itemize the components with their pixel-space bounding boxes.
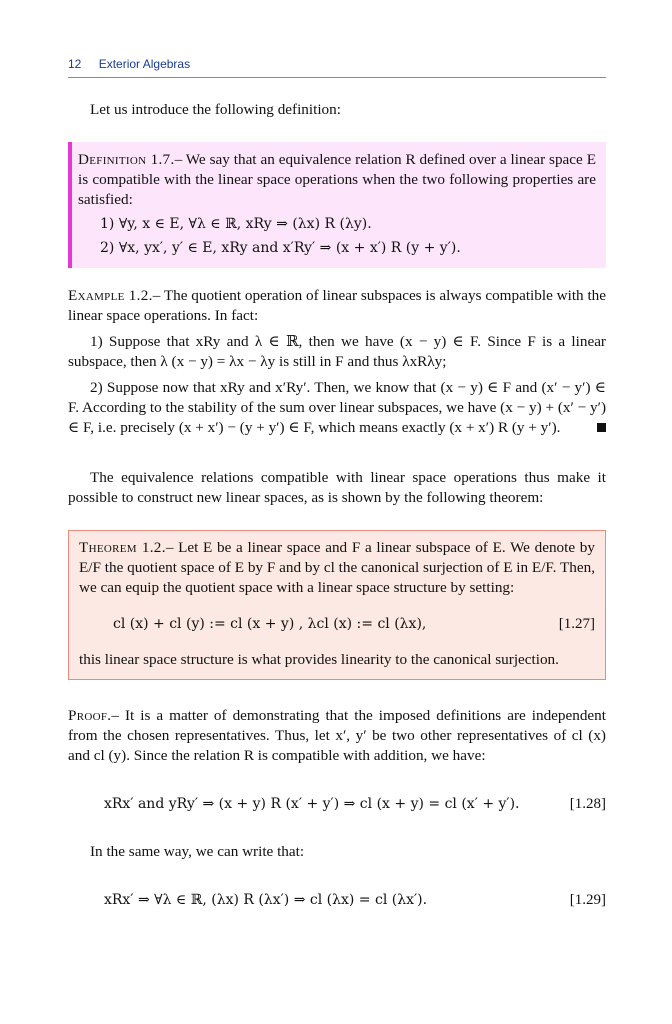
example-paragraph — [68, 286, 606, 326]
equation-1-29-body: xRx′ ⇒ ∀λ ∈ ℝ, (λx) R (λx′) ⇒ cl (λx) = cl (λx′). — [104, 892, 428, 908]
definition-text: – We say that an equivalence relation R defined over a linear space E is compatible with the linear space operations when the two following properties are satisfied: — [78, 151, 596, 208]
example-point-2-text: 2) Suppose now that xRy and x′Ry′. Then, we know that (x − y) ∈ F and (x′ − y′) ∈ F. According to the stability of the sum over linear subspaces, we have (x − y) + (x′ − y′) ∈ F, i.e. precisely (x + x′) − (y + y′) ∈ F, which means exactly (x + x′) R (y + y′). — [68, 379, 606, 436]
theorem-paragraph — [79, 538, 595, 598]
book-title: Exterior Algebras — [98, 57, 191, 71]
page-body — [68, 100, 606, 910]
definition-item-1: 1) ∀y, x ∈ E, ∀λ ∈ ℝ, xRy ⇒ (λx) R (λy). — [100, 216, 372, 232]
transition-paragraph: The equivalence relations compatible with linear space operations thus make it possible to construct new linear spaces, as is shown by the following theorem: — [68, 469, 606, 506]
equation-1-27 — [113, 614, 595, 634]
equation-1-29 — [104, 890, 606, 910]
equation-1-28-body: xRx′ and yRy′ ⇒ (x + y) R (x′ + y′) ⇒ cl (x + y) = cl (x′ + y′). — [104, 796, 520, 812]
definition-item-2: 2) ∀x, yx′, y′ ∈ E, xRy and x′Ry′ ⇒ (x + x′) R (y + y′). — [100, 240, 461, 256]
proof-paragraph — [68, 706, 606, 766]
page-number: 12 — [68, 57, 82, 71]
equation-1-27-tag: [1.27] — [558, 616, 595, 632]
theorem-text: – Let E be a linear space and F a linear subspace of E. We denote by E/F the quotient space of E by F and by cl the canonical surjection of E in E/F. Then, we can equip the quotient space with a linear space structure by setting: — [79, 539, 595, 596]
equation-1-29-tag: [1.29] — [569, 892, 606, 908]
definition-paragraph — [78, 150, 596, 210]
proof-label: Proof. — [68, 707, 112, 724]
definition-label: Definition 1.7. — [78, 151, 175, 168]
proof-middle: In the same way, we can write that: — [90, 843, 305, 860]
example-label: Example 1.2. — [68, 287, 153, 304]
intro-paragraph: Let us introduce the following definition: — [90, 101, 341, 118]
proof-text: – It is a matter of demonstrating that the imposed definitions are independent from the chosen representatives. Thus, let x′, y′ be two other representatives of cl (x) and cl (y). Since the relation R is compatible with addition, we have: — [68, 707, 606, 764]
equation-1-27-body: cl (x) + cl (y) := cl (x + y) , λcl (x) := cl (λx), — [113, 616, 427, 632]
theorem-closing: this linear space structure is what provides linearity to the canonical surjection. — [79, 651, 559, 668]
example-point-1: 1) Suppose that xRy and λ ∈ ℝ, then we have (x − y) ∈ F. Since F is a linear subspace, then λ (x − y) = λx − λy is still in F and thus λxRλy; — [68, 333, 606, 370]
example-text: – The quotient operation of linear subspaces is always compatible with the linear space operations. In fact: — [68, 287, 606, 324]
equation-1-28-tag: [1.28] — [569, 796, 606, 812]
end-of-example-square-icon — [597, 423, 606, 432]
example-point-2 — [68, 378, 606, 438]
theorem-box — [68, 530, 606, 680]
equation-1-28 — [104, 794, 606, 814]
definition-box — [68, 142, 606, 268]
running-header — [68, 57, 606, 78]
theorem-label: Theorem 1.2. — [79, 539, 166, 556]
